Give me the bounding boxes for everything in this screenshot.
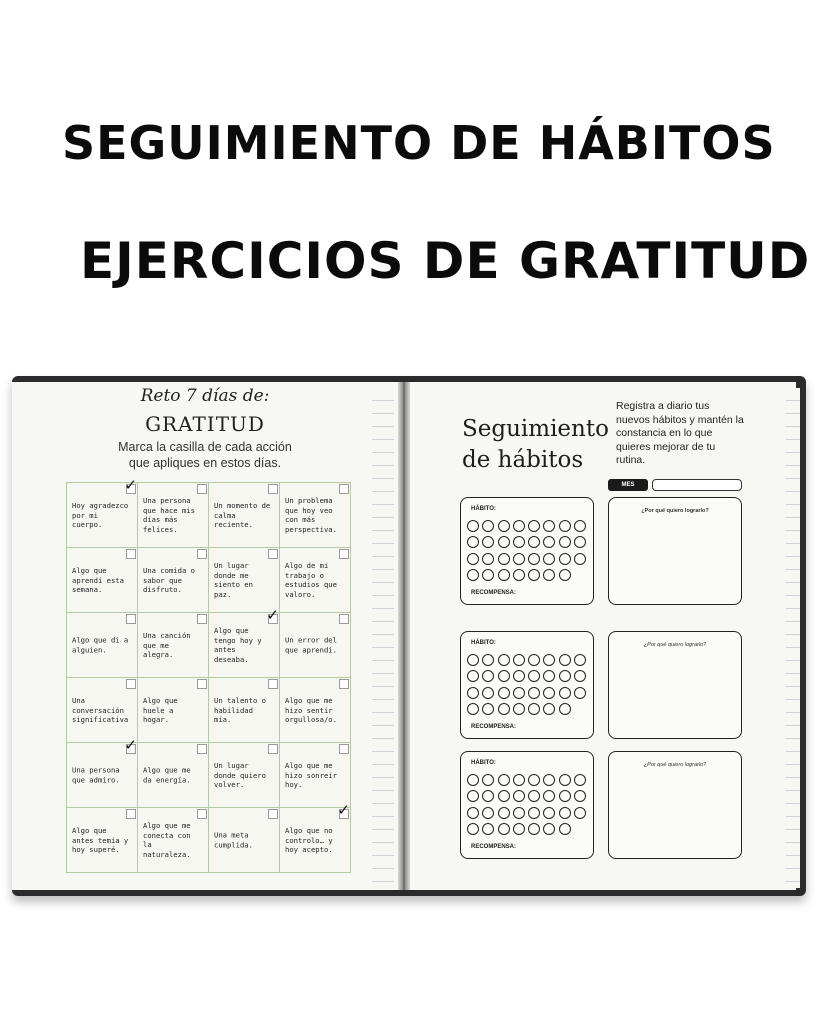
day-circle[interactable] (559, 703, 571, 715)
day-circle[interactable] (498, 703, 510, 715)
day-circle[interactable] (498, 520, 510, 532)
day-circle[interactable] (528, 536, 540, 548)
gratitude-cell-text: Una conversación significativa (72, 695, 129, 724)
headline-habit-tracking: SEGUIMIENTO DE HÁBITOS (62, 116, 776, 170)
checkmark-icon: ✓ (124, 736, 137, 754)
day-circle[interactable] (513, 790, 525, 802)
gratitude-subtitle-line2: que apliques en estos días. (128, 456, 282, 470)
gratitude-cell-text: Un error del que aprendí. (285, 635, 337, 654)
gratitude-checkbox[interactable] (124, 736, 137, 754)
gratitude-cell (280, 801, 351, 873)
gratitude-checkbox[interactable] (197, 614, 207, 624)
day-circle[interactable] (498, 774, 510, 786)
day-circle[interactable] (498, 569, 510, 581)
day-circle[interactable] (543, 520, 555, 532)
gratitude-cell (138, 808, 209, 873)
gratitude-cell-text: Un talento o habilidad mía. (214, 695, 266, 724)
day-circle[interactable] (574, 536, 586, 548)
gratitude-cell (280, 548, 351, 613)
gratitude-checkbox[interactable] (339, 744, 349, 754)
day-circle[interactable] (467, 536, 479, 548)
habit-label: HÁBITO: (471, 506, 496, 512)
day-circle[interactable] (543, 703, 555, 715)
day-circle[interactable] (528, 687, 540, 699)
day-circle[interactable] (574, 520, 586, 532)
day-circle[interactable] (543, 654, 555, 666)
gratitude-cell (138, 483, 209, 548)
month-field[interactable] (652, 479, 742, 491)
gratitude-checkbox[interactable] (268, 679, 278, 689)
gratitude-cell-text: Un lugar donde me siento en paz. (214, 561, 253, 599)
gratitude-checkbox[interactable] (337, 801, 350, 819)
checkmark-icon: ✓ (124, 476, 137, 494)
day-circle[interactable] (513, 687, 525, 699)
day-circle[interactable] (467, 670, 479, 682)
day-circle[interactable] (528, 807, 540, 819)
reward-label: RECOMPENSA: (471, 590, 517, 596)
day-circle[interactable] (498, 807, 510, 819)
gratitude-cell-text: Una persona que hace mis días más felices. (143, 496, 195, 534)
day-circle[interactable] (467, 654, 479, 666)
day-circle[interactable] (559, 553, 571, 565)
gratitude-cell-text: Algo que huele a hogar. (143, 695, 178, 724)
gratitude-checkbox[interactable] (126, 614, 136, 624)
gratitude-cell (209, 606, 280, 678)
gratitude-title: GRATITUD (145, 412, 265, 436)
day-circle[interactable] (513, 520, 525, 532)
gratitude-checkbox[interactable] (126, 549, 136, 559)
habit-day-circles (467, 520, 591, 580)
gratitude-cell (67, 808, 138, 873)
gratitude-cell (67, 613, 138, 678)
gratitude-cell-text: Una canción que me alegra. (143, 630, 191, 659)
day-circle[interactable] (559, 687, 571, 699)
gratitude-checkbox[interactable] (197, 549, 207, 559)
day-circle[interactable] (513, 654, 525, 666)
day-circle[interactable] (482, 703, 494, 715)
day-circle[interactable] (543, 536, 555, 548)
gratitude-checkbox[interactable] (268, 809, 278, 819)
day-circle[interactable] (467, 520, 479, 532)
gratitude-cell (280, 483, 351, 548)
day-circle[interactable] (543, 687, 555, 699)
day-circle[interactable] (559, 654, 571, 666)
gratitude-cell (209, 808, 280, 873)
gratitude-grid (66, 476, 351, 873)
gratitude-cell (209, 678, 280, 743)
day-circle[interactable] (513, 774, 525, 786)
gratitude-checkbox[interactable] (124, 476, 137, 494)
reward-label: RECOMPENSA: (471, 844, 517, 850)
day-circle[interactable] (528, 774, 540, 786)
day-circle[interactable] (467, 790, 479, 802)
habit-tracker-box (460, 751, 594, 859)
day-circle[interactable] (513, 670, 525, 682)
gratitude-cell-text: Algo que me hizo sentir orgullosa/o. (285, 695, 337, 724)
gratitude-cell (138, 548, 209, 613)
day-circle[interactable] (528, 520, 540, 532)
day-circle[interactable] (498, 823, 510, 835)
why-label: ¿Por qué quiero lograrlo? (641, 508, 709, 514)
month-label: MES (608, 479, 648, 491)
gratitude-cell (67, 476, 138, 548)
gratitude-checkbox[interactable] (268, 484, 278, 494)
day-circle[interactable] (574, 654, 586, 666)
gratitude-cell (67, 678, 138, 743)
why-box (608, 631, 742, 739)
habit-day-circles (467, 774, 591, 834)
gratitude-subtitle-line1: Marca la casilla de cada acción (118, 440, 292, 454)
habit-tracker-title-line1: Seguimiento (462, 416, 609, 442)
gratitude-cell-text: Un problema que hoy veo con más perspectiva. (285, 496, 337, 534)
day-circle[interactable] (543, 670, 555, 682)
day-circle[interactable] (467, 823, 479, 835)
gratitude-cell-text: Un momento de calma reciente. (214, 500, 271, 529)
gratitude-cell-text: Algo de mi trabajo o estudios que valoro. (285, 561, 337, 599)
gratitude-cell-text: Un lugar donde quiero volver. (214, 760, 266, 789)
gratitude-cell (138, 678, 209, 743)
day-circle[interactable] (482, 536, 494, 548)
gratitude-cell-text: Algo que di a alguien. (72, 635, 129, 654)
day-circle[interactable] (467, 807, 479, 819)
day-circle[interactable] (528, 569, 540, 581)
gratitude-cell-text: Una persona que admiro. (72, 765, 120, 784)
day-circle[interactable] (498, 536, 510, 548)
reward-label: RECOMPENSA: (471, 724, 517, 730)
gratitude-cell-text: Algo que tengo hoy y antes deseaba. (214, 626, 262, 664)
day-circle[interactable] (559, 569, 571, 581)
headline-gratitude-exercises: EJERCICIOS DE GRATITUD (80, 232, 811, 290)
gratitude-cell (138, 613, 209, 678)
day-circle[interactable] (482, 553, 494, 565)
habit-label: HÁBITO: (471, 640, 496, 646)
gratitude-checkbox[interactable] (197, 679, 207, 689)
day-circle[interactable] (574, 774, 586, 786)
habit-label: HÁBITO: (471, 760, 496, 766)
page-edge-lines-right (786, 388, 800, 888)
day-circle[interactable] (574, 687, 586, 699)
day-circle[interactable] (513, 703, 525, 715)
day-circle[interactable] (543, 823, 555, 835)
day-circle[interactable] (467, 687, 479, 699)
gratitude-cell-text: Algo que no controlo… y hoy acepto. (285, 825, 333, 854)
gratitude-checkbox[interactable] (197, 484, 207, 494)
day-circle[interactable] (482, 654, 494, 666)
gratitude-checkbox[interactable] (266, 606, 279, 624)
day-circle[interactable] (543, 569, 555, 581)
day-circle[interactable] (482, 823, 494, 835)
day-circle[interactable] (482, 670, 494, 682)
day-circle[interactable] (528, 553, 540, 565)
gratitude-cell (280, 678, 351, 743)
habit-tracker-title (462, 414, 609, 476)
day-circle[interactable] (559, 774, 571, 786)
day-circle[interactable] (559, 807, 571, 819)
why-box (608, 497, 742, 605)
day-circle[interactable] (467, 774, 479, 786)
gratitude-cell (209, 743, 280, 808)
habit-tracker-box (460, 631, 594, 739)
gratitude-cell (67, 736, 138, 808)
day-circle[interactable] (498, 670, 510, 682)
day-circle[interactable] (528, 823, 540, 835)
checkmark-icon: ✓ (337, 801, 350, 819)
day-circle[interactable] (559, 823, 571, 835)
gratitude-cell-text: Algo que antes temía y hoy superé. (72, 825, 129, 854)
gratitude-cell (209, 548, 280, 613)
day-circle[interactable] (559, 520, 571, 532)
day-circle[interactable] (528, 670, 540, 682)
day-circle[interactable] (482, 569, 494, 581)
day-circle[interactable] (513, 823, 525, 835)
day-circle[interactable] (482, 774, 494, 786)
gratitude-checkbox[interactable] (339, 484, 349, 494)
gratitude-cell-text: Algo que aprendí esta semana. (72, 565, 124, 594)
day-circle[interactable] (498, 687, 510, 699)
day-circle[interactable] (574, 790, 586, 802)
day-circle[interactable] (528, 654, 540, 666)
day-circle[interactable] (498, 654, 510, 666)
day-circle[interactable] (543, 553, 555, 565)
gratitude-cell (138, 743, 209, 808)
gratitude-cell (67, 548, 138, 613)
gratitude-cell (280, 743, 351, 808)
checkmark-icon: ✓ (266, 606, 279, 624)
gratitude-checkbox[interactable] (126, 809, 136, 819)
day-circle[interactable] (482, 790, 494, 802)
gratitude-cell (209, 483, 280, 548)
gratitude-cell-text: Una meta cumplida. (214, 830, 253, 849)
day-circle[interactable] (574, 807, 586, 819)
gratitude-cell-text: Algo que me hizo sonreír hoy. (285, 760, 337, 789)
day-circle[interactable] (482, 807, 494, 819)
day-circle[interactable] (467, 553, 479, 565)
day-circle[interactable] (482, 520, 494, 532)
day-circle[interactable] (498, 790, 510, 802)
habit-tracker-title-line2: de hábitos (462, 447, 584, 473)
gratitude-checkbox[interactable] (268, 549, 278, 559)
gratitude-checkbox[interactable] (339, 614, 349, 624)
gratitude-cell-text: Hoy agradezco por mi cuerpo. (72, 500, 129, 529)
why-label: ¿Por qué quiero lograrlo? (643, 762, 707, 768)
day-circle[interactable] (513, 536, 525, 548)
day-circle[interactable] (482, 687, 494, 699)
gratitude-checkbox[interactable] (197, 809, 207, 819)
day-circle[interactable] (513, 569, 525, 581)
gratitude-checkbox[interactable] (197, 744, 207, 754)
day-circle[interactable] (574, 670, 586, 682)
day-circle[interactable] (574, 553, 586, 565)
day-circle[interactable] (513, 807, 525, 819)
day-circle[interactable] (528, 703, 540, 715)
habit-day-circles (467, 654, 591, 714)
gratitude-cell-text: Una comida o sabor que disfruto. (143, 565, 195, 594)
day-circle[interactable] (543, 790, 555, 802)
day-circle[interactable] (467, 703, 479, 715)
gratitude-checkbox[interactable] (268, 744, 278, 754)
day-circle[interactable] (559, 670, 571, 682)
gratitude-checkbox[interactable] (339, 549, 349, 559)
day-circle[interactable] (543, 774, 555, 786)
day-circle[interactable] (498, 553, 510, 565)
why-label: ¿Por qué quiero lograrlo? (643, 642, 707, 648)
book-spine (398, 382, 410, 890)
gratitude-checkbox[interactable] (126, 679, 136, 689)
gratitude-cell-text: Algo que me da energía. (143, 765, 191, 784)
day-circle[interactable] (513, 553, 525, 565)
gratitude-cell-text: Algo que me conecta con la naturaleza. (143, 821, 191, 859)
habit-tracker-box (460, 497, 594, 605)
challenge-heading: Reto 7 días de: (140, 386, 270, 406)
day-circle[interactable] (559, 790, 571, 802)
why-box (608, 751, 742, 859)
day-circle[interactable] (467, 569, 479, 581)
gratitude-checkbox[interactable] (339, 679, 349, 689)
habit-tracker-description: Registra a diario tus nuevos hábitos y mantén la constancia en lo que quieres mejorar de tu rutina. (616, 400, 744, 466)
gratitude-cell (280, 613, 351, 678)
day-circle[interactable] (528, 790, 540, 802)
day-circle[interactable] (559, 536, 571, 548)
day-circle[interactable] (543, 807, 555, 819)
